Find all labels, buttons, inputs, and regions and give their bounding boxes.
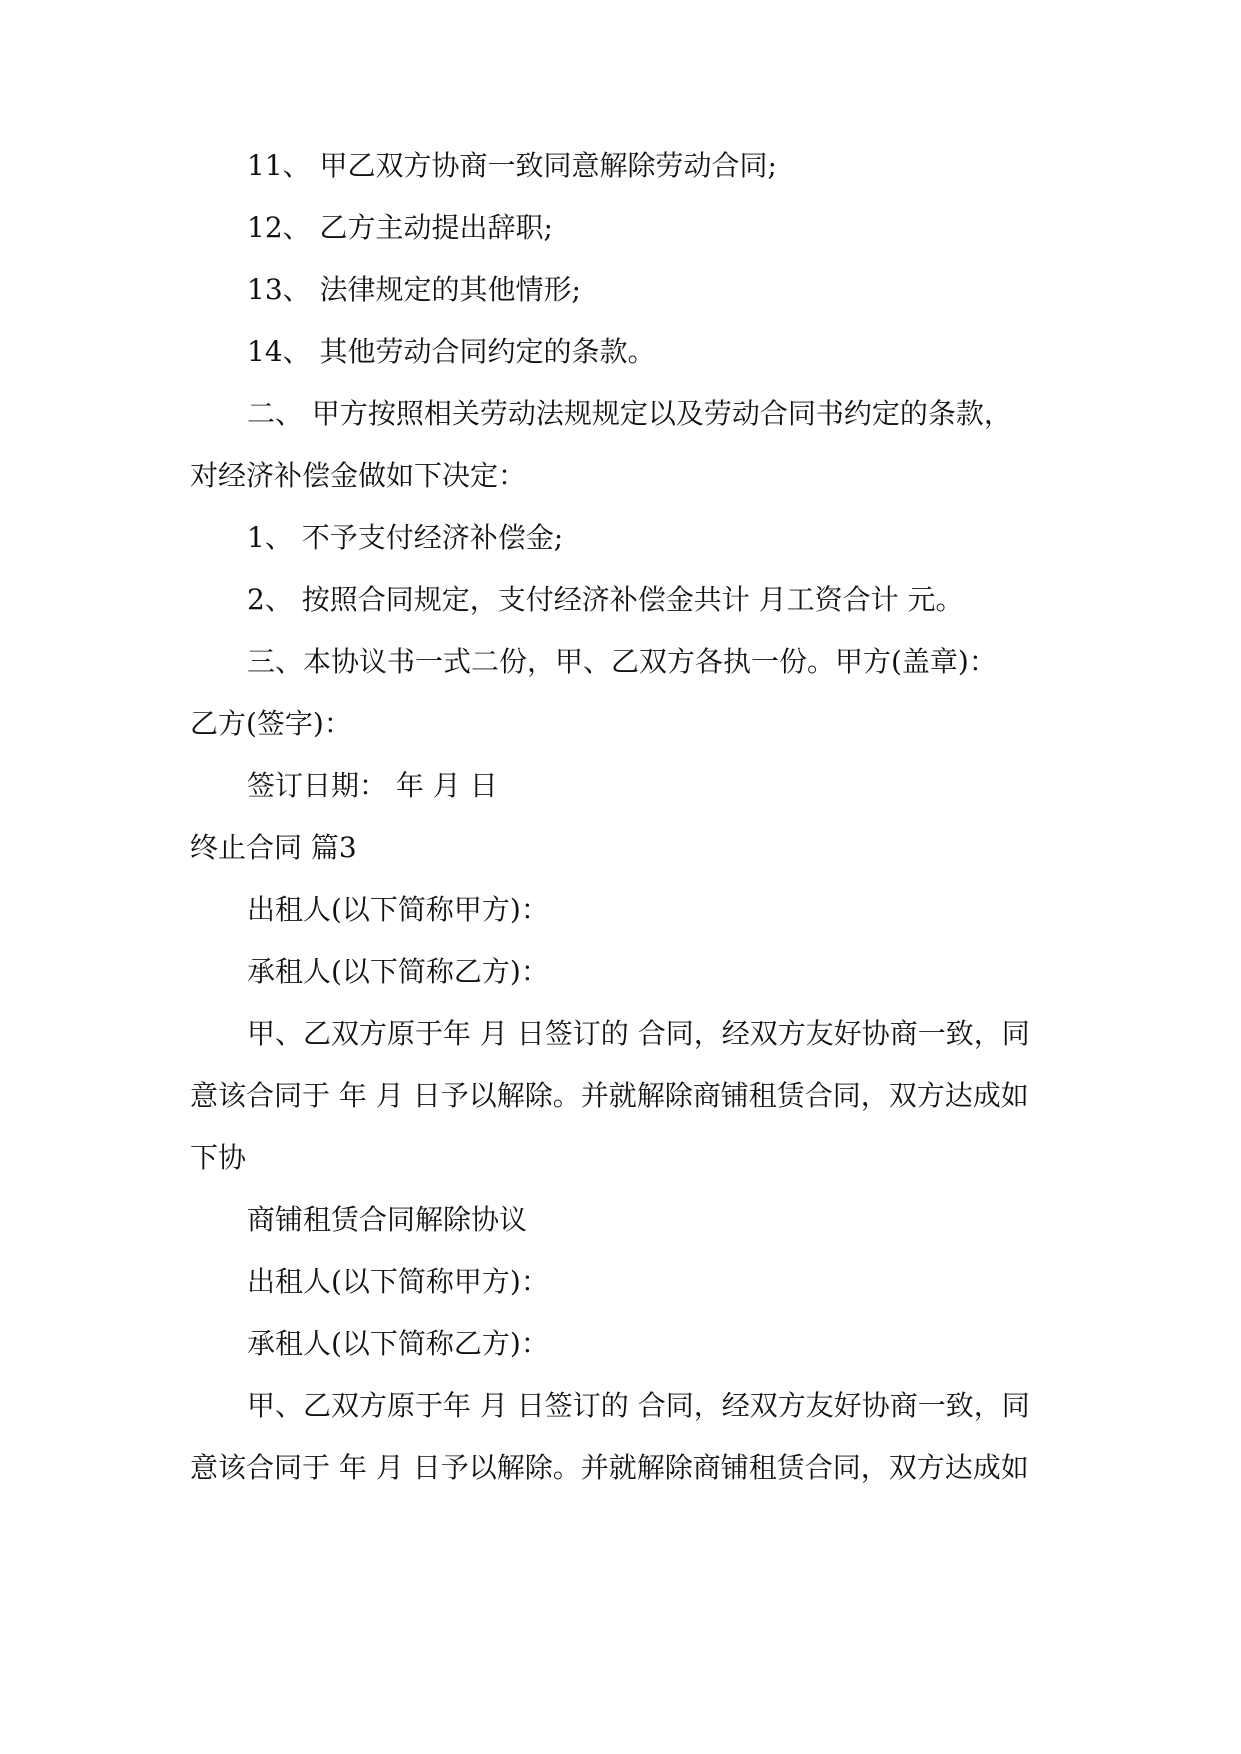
clause-13: 13、 法律规定的其他情形; xyxy=(247,273,581,306)
section-three-line-2: 乙方(签字)： xyxy=(190,707,352,740)
clause-14: 14、 其他劳动合同约定的条款。 xyxy=(247,335,656,368)
section-two-line-2: 对经济补偿金做如下决定： xyxy=(190,459,527,492)
agreement-paragraph-1-line-3: 下协 xyxy=(190,1141,247,1174)
section-two-line-1: 二、 甲方按照相关劳动法规规定以及劳动合同书约定的条款， xyxy=(247,397,1012,430)
lessor-line-2: 出租人(以下简称甲方)： xyxy=(247,1265,549,1298)
clause-11: 11、 甲乙双方协商一致同意解除劳动合同; xyxy=(247,149,777,182)
compensation-item-1: 1、 不予支付经济补偿金; xyxy=(247,521,564,554)
compensation-item-2: 2、 按照合同规定，支付经济补偿金共计 月工资合计 元。 xyxy=(247,583,964,616)
section-heading: 终止合同 篇3 xyxy=(190,831,357,864)
lessee-line: 承租人(以下简称乙方)： xyxy=(247,955,549,988)
agreement-paragraph-1-line-2: 意该合同于 年 月 日予以解除。并就解除商铺租赁合同，双方达成如 xyxy=(190,1079,1029,1112)
agreement-paragraph-2-line-1: 甲、乙双方原于年 月 日签订的 合同，经双方友好协商一致，同 xyxy=(247,1389,1030,1422)
lessee-line-2: 承租人(以下简称乙方)： xyxy=(247,1327,549,1360)
signing-date: 签订日期： 年 月 日 xyxy=(247,769,498,802)
agreement-paragraph-1-line-1: 甲、乙双方原于年 月 日签订的 合同，经双方友好协商一致，同 xyxy=(247,1017,1030,1050)
agreement-paragraph-2-line-2: 意该合同于 年 月 日予以解除。并就解除商铺租赁合同，双方达成如 xyxy=(190,1451,1029,1484)
lessor-line: 出租人(以下简称甲方)： xyxy=(247,893,549,926)
agreement-title: 商铺租赁合同解除协议 xyxy=(247,1203,528,1236)
section-three-line-1: 三、本协议书一式二份，甲、乙双方各执一份。甲方(盖章)： xyxy=(247,645,997,678)
clause-12: 12、 乙方主动提出辞职; xyxy=(247,211,553,244)
